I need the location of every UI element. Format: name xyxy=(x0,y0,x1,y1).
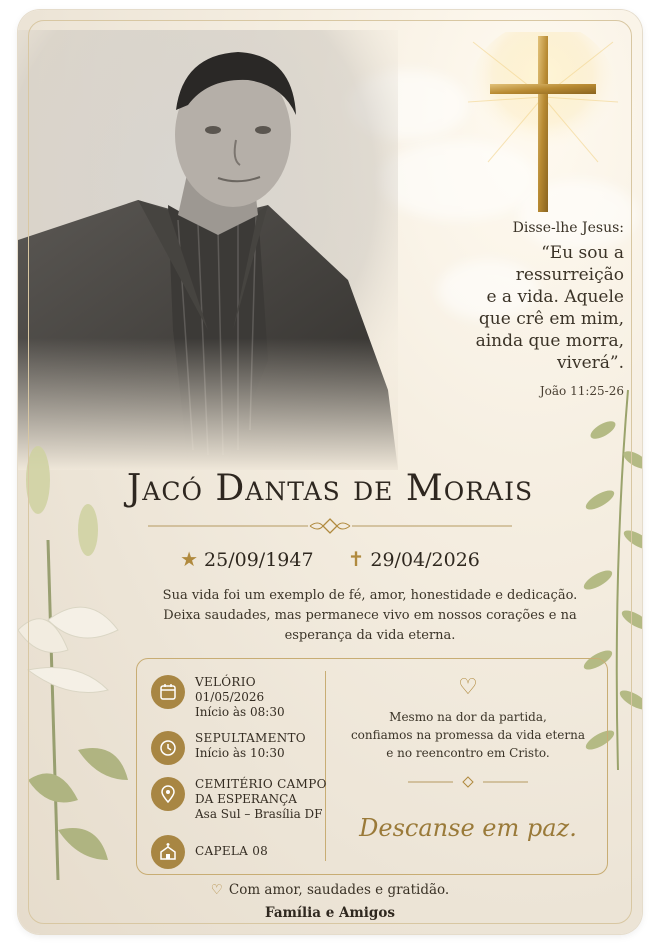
heart-icon: ♡ xyxy=(210,882,223,898)
heart-icon: ♡ xyxy=(458,675,478,700)
location-pin-icon xyxy=(151,777,185,811)
event-line: Asa Sul – Brasília DF xyxy=(195,807,323,821)
event-line: DA ESPERANÇA xyxy=(195,792,297,806)
life-dates xyxy=(18,547,642,571)
event-title: CAPELA 08 xyxy=(195,844,269,858)
event-title: SEPULTAMENTO xyxy=(195,731,306,745)
footer-line xyxy=(18,882,642,898)
event-burial xyxy=(151,731,331,765)
event-line: 01/05/2026 xyxy=(195,690,265,704)
quote-text: “Eu sou a ressurreição e a vida. Aquele que crê em mim, ainda que morra, viverá”. xyxy=(475,243,624,373)
star-icon: ★ xyxy=(180,547,199,571)
event-wake xyxy=(151,675,331,720)
event-line: Início às 10:30 xyxy=(195,746,285,760)
hope-text: Mesmo na dor da partida, confiamos na promessa da vida eterna e no reencontro em Cristo. xyxy=(350,710,586,760)
footer-text: Com amor, saudades e gratidão. xyxy=(228,882,450,898)
consolation-message xyxy=(337,675,599,842)
clock-icon xyxy=(151,731,185,765)
birth-date: 25/09/1947 xyxy=(204,549,314,571)
event-cemetery xyxy=(151,777,331,822)
quote-reference: João 11:25-26 xyxy=(539,384,624,398)
ceremony-info-box xyxy=(136,658,608,875)
quote-intro: Disse-lhe Jesus: xyxy=(512,220,624,236)
event-title: VELÓRIO xyxy=(195,675,256,689)
ornament-divider xyxy=(148,518,512,534)
event-title: CEMITÉRIO CAMPO xyxy=(195,777,327,791)
death-date: 29/04/2026 xyxy=(370,549,480,571)
portrait-photo xyxy=(18,30,398,470)
footer-signature: Família e Amigos xyxy=(265,905,395,921)
cross-icon: ✝ xyxy=(347,547,365,571)
calendar-icon xyxy=(151,675,185,709)
event-chapel xyxy=(151,835,331,869)
chapel-icon xyxy=(151,835,185,869)
small-ornament-divider xyxy=(408,776,528,788)
tribute-text: Sua vida foi um exemplo de fé, amor, honestidade e dedicação. Deixa saudades, mas permanece vivo em nossos corações e na esperança da vida eterna. xyxy=(162,588,578,643)
memorial-card xyxy=(18,10,642,934)
glowing-cross-icon xyxy=(468,32,618,222)
rest-in-peace: Descanse em paz. xyxy=(359,814,577,842)
event-line: Início às 08:30 xyxy=(195,705,285,719)
deceased-name: Jacó Dantas de Morais xyxy=(126,468,534,509)
